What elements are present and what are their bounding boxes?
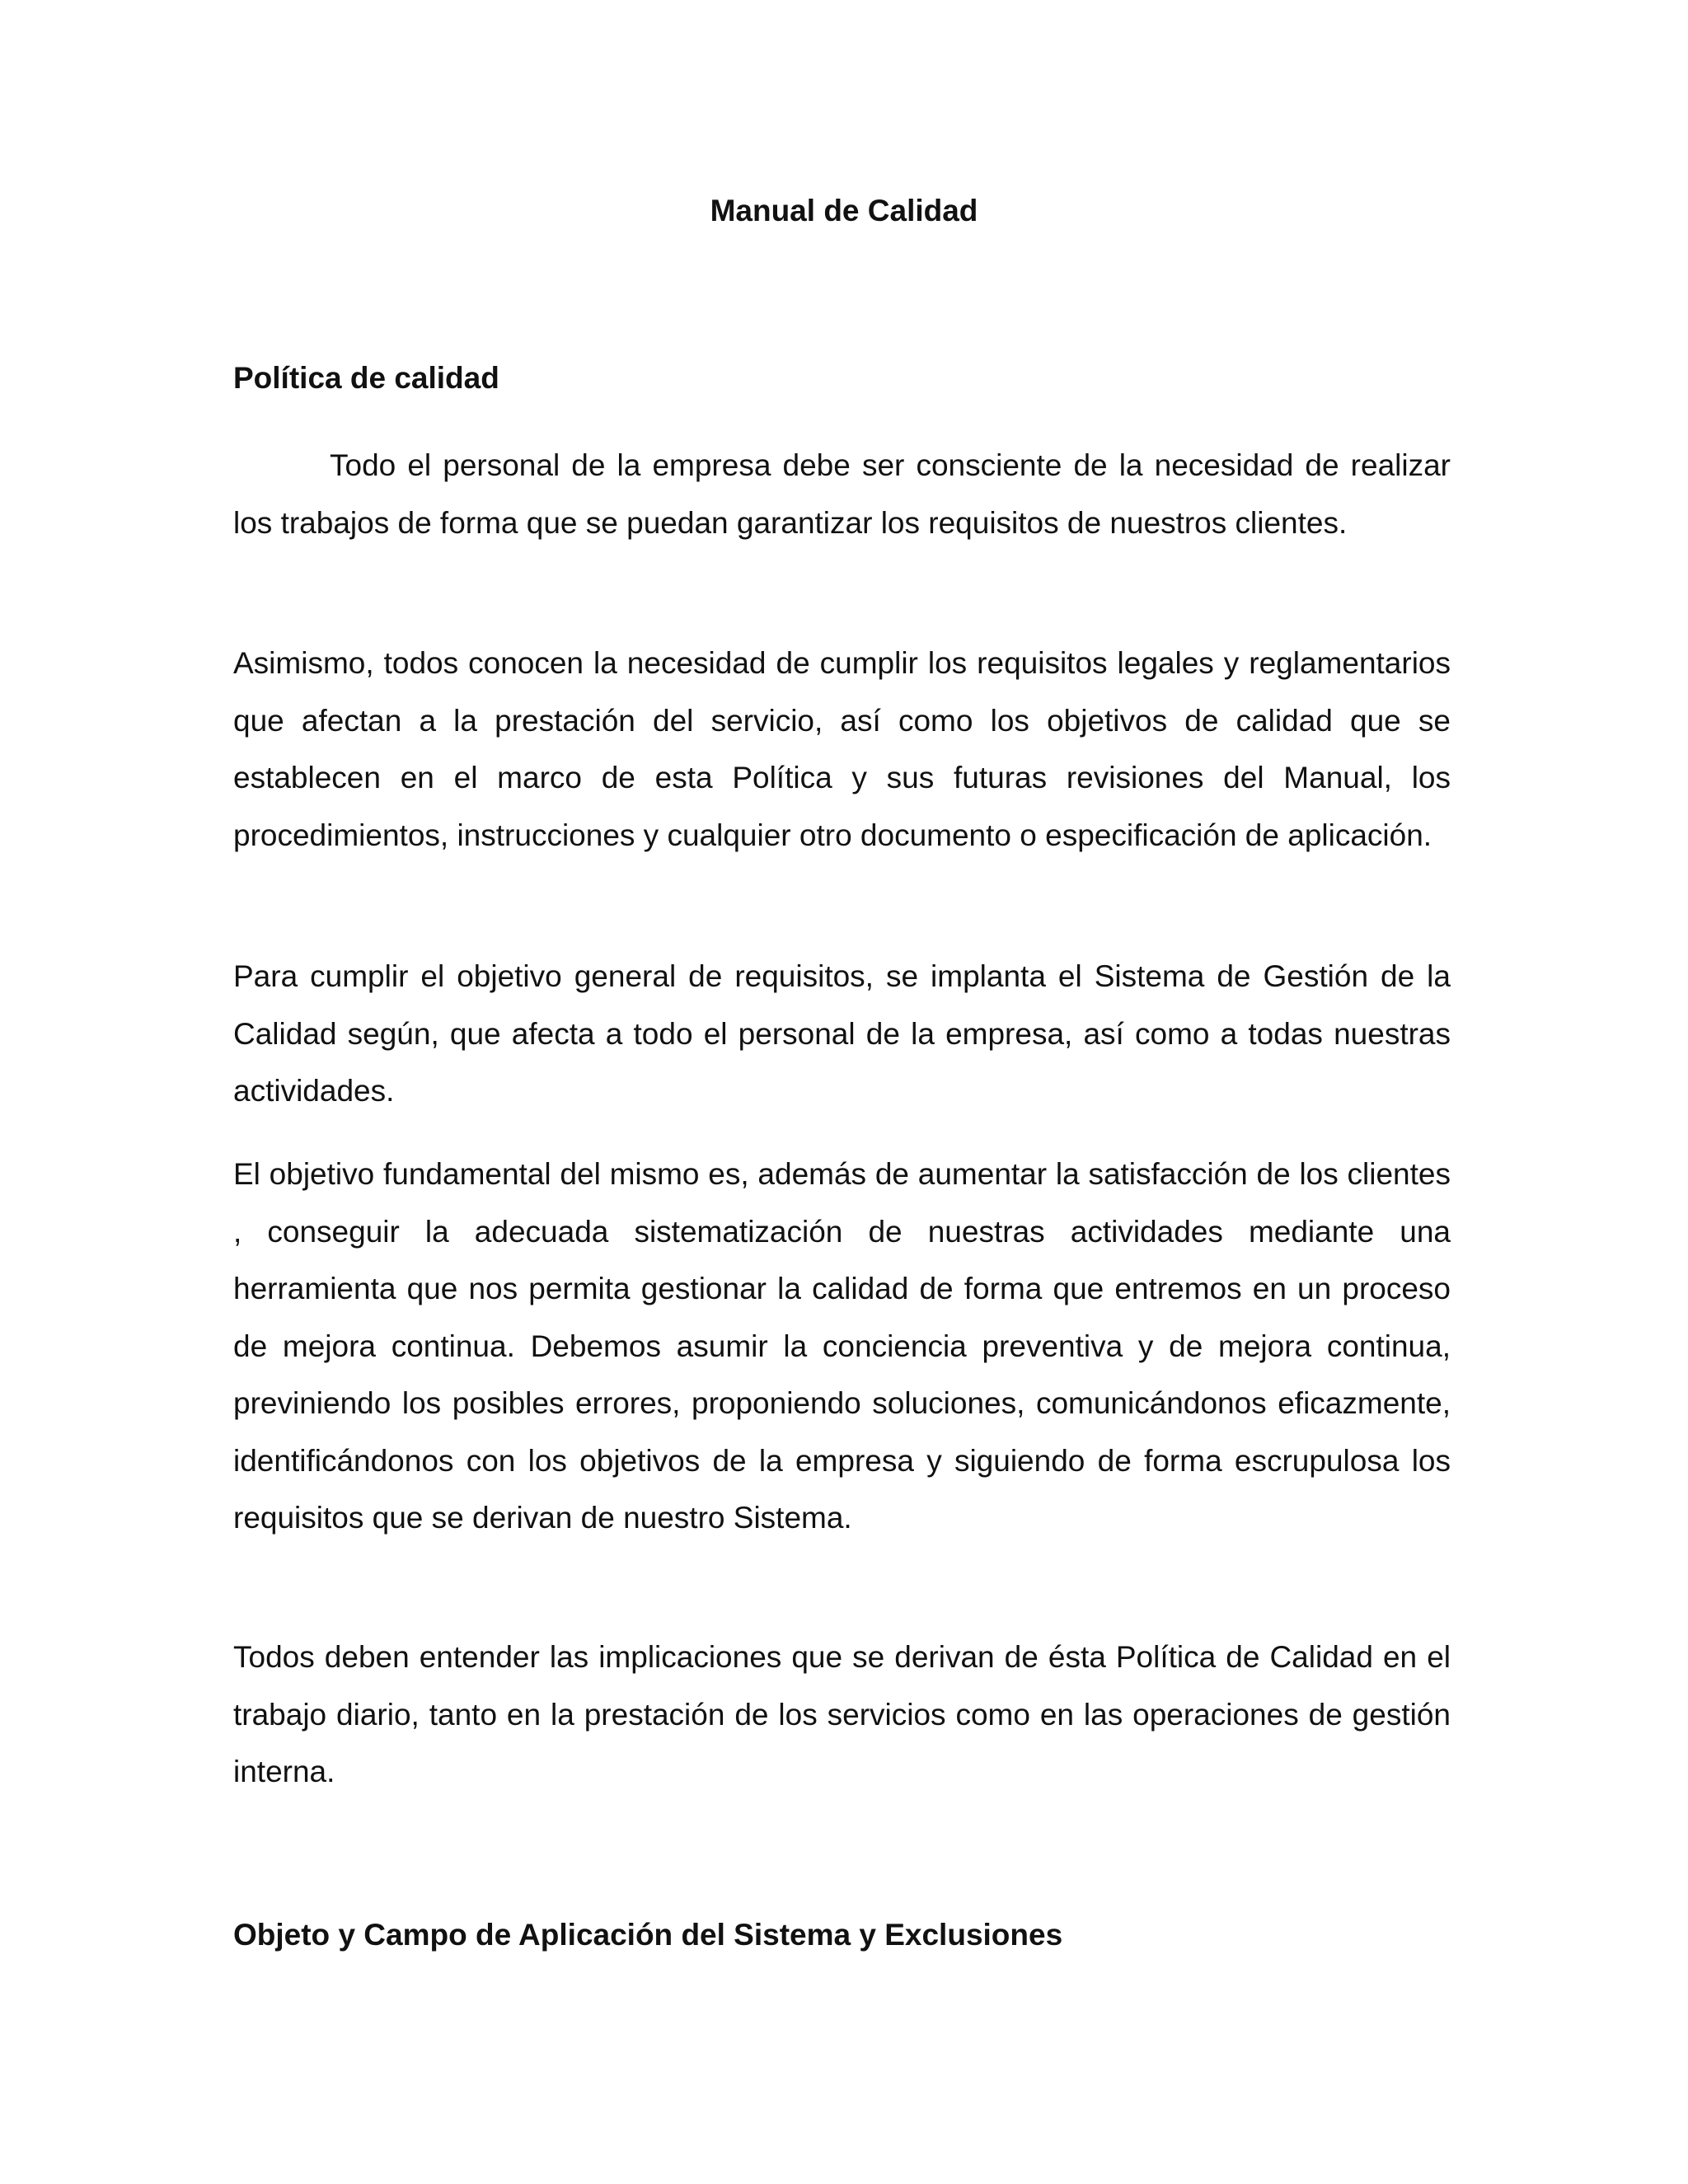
paragraph-4: El objetivo fundamental del mismo es, además de aumentar la satisfacción de los clientes , conseguir la adecuada sistematización de nuestras actividades mediante una herramienta que nos permita gestionar la calidad de forma que entremos en un proceso de mejora continua. Debemos asumir la conciencia preventiva y de mejora continua, previniendo los posibles errores, proponiendo soluciones, comunicándonos eficazmente, identificándonos con los objetivos de la empresa y siguiendo de forma escrupulosa los requisitos que se derivan de nuestro Sistema.: [233, 1157, 1451, 1535]
section-heading-politica: Política de calidad: [233, 361, 499, 395]
document-title: Manual de Calidad: [710, 194, 978, 227]
paragraph-5: Todos deben entender las implicaciones que se derivan de ésta Política de Calidad en el trabajo diario, tanto en la prestación de los servicios como en las operaciones de gestión interna.: [233, 1640, 1451, 1788]
paragraph-3: Para cumplir el objetivo general de requisitos, se implanta el Sistema de Gestión de la Calidad según, que afecta a todo el personal de la empresa, así como a todas nuestras actividades.: [233, 959, 1451, 1108]
paragraph-1: Todo el personal de la empresa debe ser consciente de la necesidad de realizar los trabajos de forma que se puedan garantizar los requisitos de nuestros clientes.: [233, 448, 1451, 540]
paragraph-2: Asimismo, todos conocen la necesidad de cumplir los requisitos legales y reglamentarios que afectan a la prestación del servicio, así como los objetivos de calidad que se establecen en el marco de esta Política y sus futuras revisiones del Manual, los procedimientos, instrucciones y cualquier otro documento o especificación de aplicación.: [233, 646, 1451, 852]
section-heading-objeto: Objeto y Campo de Aplicación del Sistema y Exclusiones: [233, 1918, 1063, 1952]
